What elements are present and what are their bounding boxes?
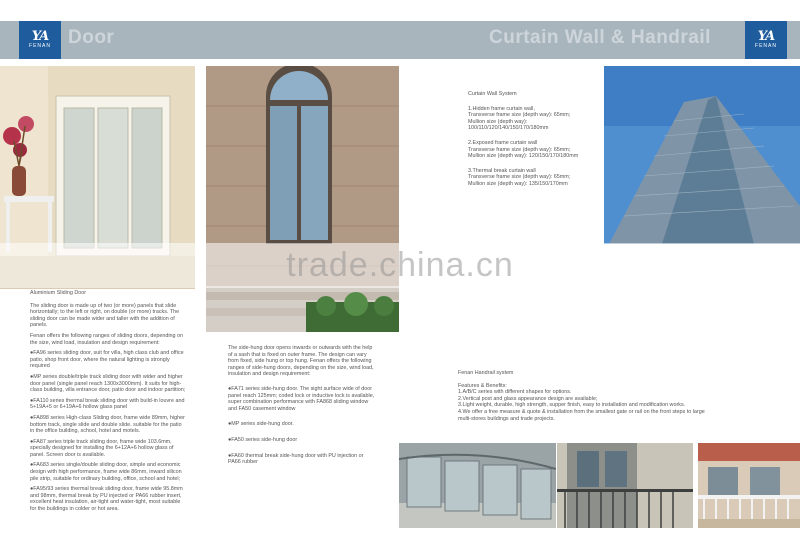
fenan-logo-left — [19, 21, 61, 59]
logo-word: FENAN — [29, 43, 51, 49]
side-hung-door-photo — [206, 66, 399, 332]
handrail-photo-balcony — [557, 443, 693, 528]
side-hung-item: ●FA50 series side-hung door — [228, 436, 298, 443]
sliding-para: Fenan offers the following ranges of sliding doors, depending on the size, wind load, insulation and design requirement: — [30, 332, 184, 346]
curtain-block — [468, 168, 598, 188]
side-hung-item: ●FA71 series side-hung door. The sight surface wide of door panel reach 125mm; coded lock or inductive lock is available, super combination performance with FA868 sliding window and FA50 casement window — [228, 385, 375, 412]
curtain-line: Transverse frame size (depth way): 65mm; — [468, 174, 571, 181]
logo-word: FENAN — [755, 43, 777, 49]
handrail-photo-white — [698, 443, 800, 528]
sliding-para: ●FA110 series thermal break sliding door with build-in louvre and 5+19A+5 or 6+19A+6 hollow glass panel — [30, 397, 185, 411]
handrail-item: 3.Light weight, durable, high strength, supper finish, easy to installation and modification works. — [458, 402, 686, 409]
handrail-item: 1.A/B/C series with different shapes for options. — [458, 389, 572, 396]
door-section-title: Door — [68, 27, 115, 48]
sliding-door-heading: Aluminium Sliding Door — [30, 290, 87, 296]
handrail-description — [458, 370, 708, 422]
curtain-wall-description — [468, 91, 598, 188]
logo-mark: YA — [757, 29, 775, 44]
curtain-line: Mullion size (depth way): 135/150/170mm — [468, 180, 568, 187]
curtain-line: Transverse frame size (depth way): 65mm; — [468, 146, 571, 153]
sliding-para: ●FA683 series single/double sliding door, simple and economic design with high performance, frame wide 86mm, inward silicon pile strip, suitable for ordinary building, office, school and hotel; — [30, 462, 182, 482]
side-hung-door-description — [228, 345, 376, 470]
logo-mark: YA — [31, 29, 49, 44]
curtain-line: 1.Hidden frame curtain wall, — [468, 105, 535, 112]
side-hung-item: ●FA60 thermal break side-hung door with PU injection or PA66 rubber — [228, 452, 364, 466]
curtain-block — [468, 106, 598, 132]
sliding-para: ●FA96 series sliding door, suit for villa, high class club and office patio, shop front door, where the natural lighting is strongly required — [30, 350, 184, 370]
sliding-door-description — [30, 290, 187, 517]
sliding-para: ●FA898 series High-class Sliding door, frame wide 89mm, higher bottom track, single slide and double slide. suitable for the patio in the office building, school, hotel and motels. — [30, 414, 185, 435]
sliding-para: The sliding door is made up of two (or more) panels that slide horizontally; to the left or right, on double (or more) tracks. The sliding door can be made wider and taller with the addition of panels. — [30, 302, 180, 329]
handrail-title: Fenan Handrail system — [458, 370, 514, 376]
curtain-line: 3.Thermal break curtain wall — [468, 167, 536, 174]
curtain-line: Mullion size (depth way): — [468, 118, 528, 125]
handrail-item: 4.We offer a free measure & quote & installation from the smallest gate or rail on the front steps to large multi-stores buildings and trade projects. — [458, 408, 705, 422]
curtain-wall-section-title: Curtain Wall & Handrail — [489, 27, 711, 48]
sliding-para: ●FA87 series triple track sliding door, frame wide 103.6mm, specially designed for installing the 6+12A+6 hollow glass of panel. Screen door is available. — [30, 438, 174, 458]
sliding-para: ●FA95/93 series thermal break sliding door, frame wide 95.8mm and 98mm, thermal break by PU injected or PA66 rubber insert, excellent heat insulation, air-tight and water-tight, most suitable for the buildings in colder or hot area. — [30, 486, 183, 513]
side-hung-item: ●MP series side-hung door. — [228, 421, 294, 428]
curtain-line: Transverse frame size (depth way): 65mm; — [468, 112, 571, 119]
curtain-block — [468, 140, 598, 160]
curtain-wall-building-photo — [604, 66, 800, 244]
side-hung-intro: The side-hung door opens inwards or outwards with the help of a sash that is fixed on outer frame. The design can vary from fixed, side hung or top hung. Fenan offers the following ranges of side-hung doors, depending on the size, wind load, insulation and design requirement: — [228, 345, 374, 378]
curtain-line: 100/110/120/140/150/170/180mm — [468, 125, 549, 132]
handrail-item: 2.Vertical post and glass appearance design are available; — [458, 395, 598, 402]
watermark-text: trade.china.cn — [286, 246, 514, 284]
sliding-para: ●MP series double/triple track sliding door with wider and higher door panel (single panel reach 1300x3000mm). It suits for high-class building, villa entrance door, patio door and indoor partition; — [30, 373, 186, 394]
fenan-logo-right — [745, 21, 787, 59]
handrail-photo-glass — [399, 443, 556, 528]
watermark-band — [0, 243, 800, 288]
curtain-line: 2.Exposed frame curtain wall — [468, 139, 538, 146]
curtain-line: Mullion size (depth way): 120/150/170/180mm — [468, 153, 579, 160]
handrail-sub: Features & Benefits: — [458, 382, 507, 389]
curtain-wall-title: Curtain Wall System — [468, 91, 517, 97]
